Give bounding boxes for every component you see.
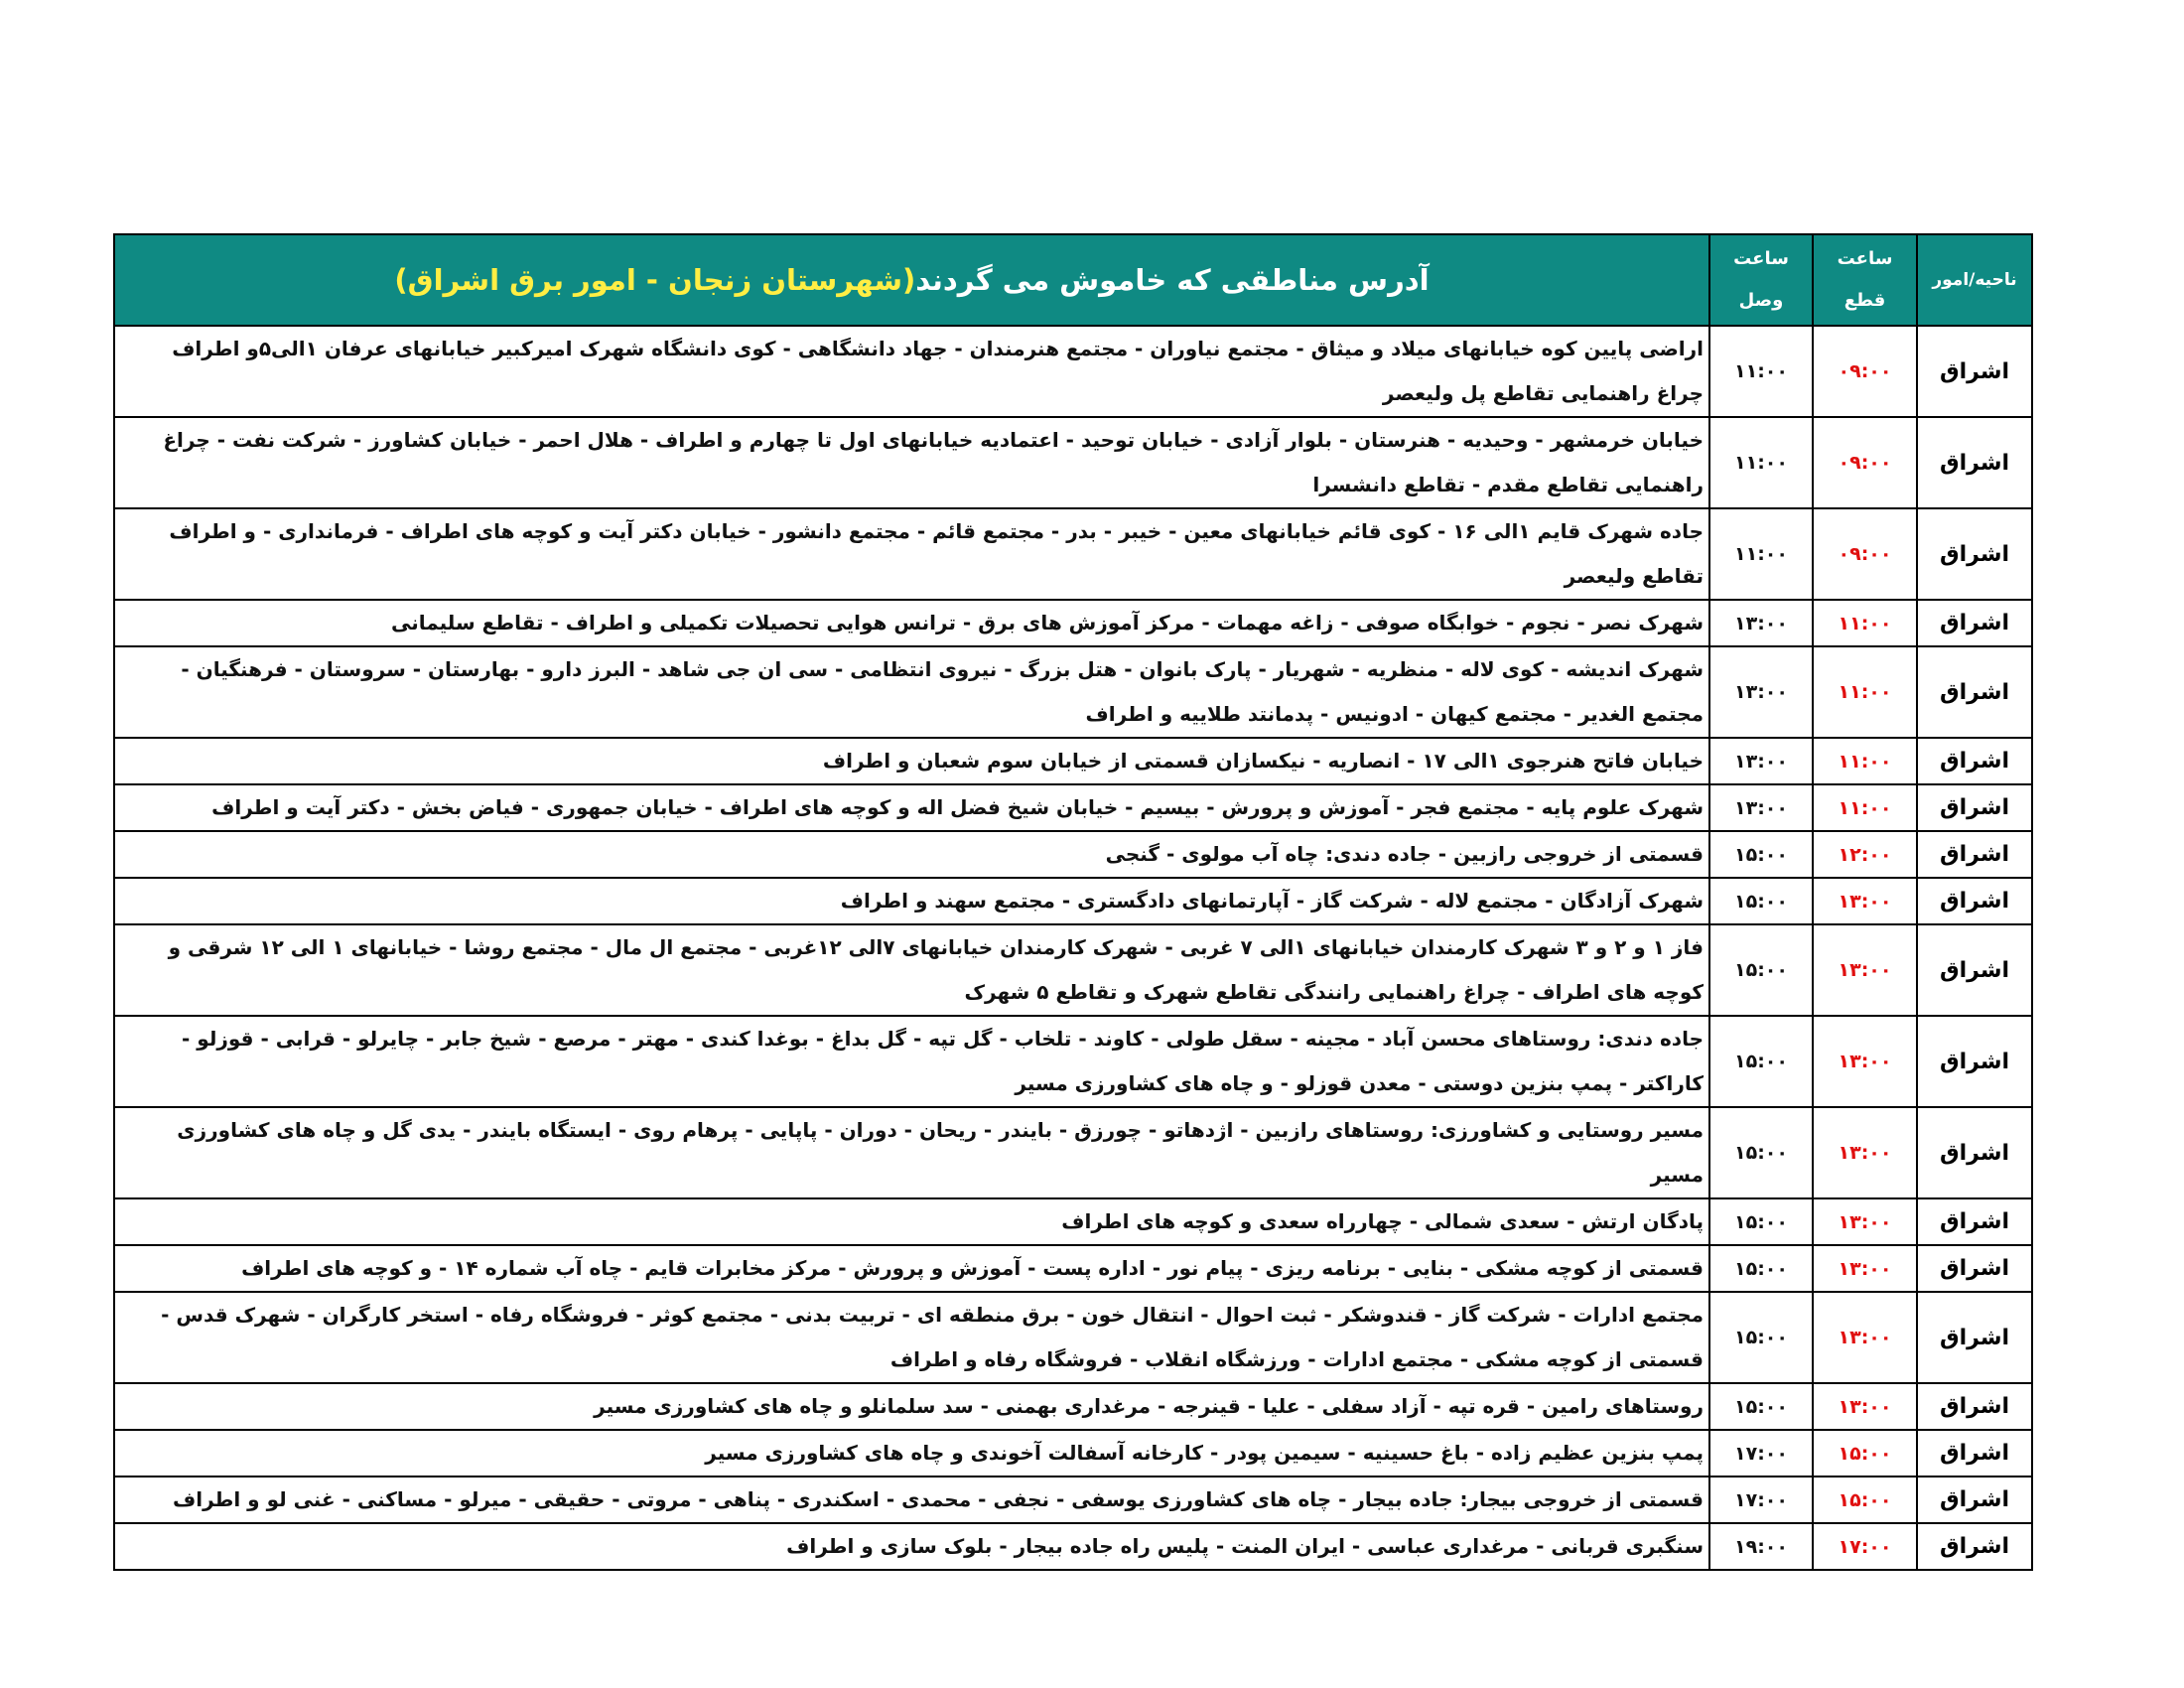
- table-row: [114, 878, 2032, 924]
- address-cell: اراضی پایین کوه خیابانهای میلاد و میثاق - مجتمع نیاوران - مجتمع هنرمندان - جهاد دانشگاهی - کوی دانشگاه شهرک امیرکبیر خیابانهای عرفان ۱الی۵و اطراف چراغ راهنمایی تقاطع پل ولیعصر: [114, 326, 1709, 417]
- address-cell: شهرک نصر - نجوم - خوابگاه صوفی - زاغه مهمات - مرکز آموزش های برق - ترانس هوایی تحصیلات تکمیلی و اطراف - تقاطع سلیمانی: [114, 600, 1709, 646]
- cut-time-cell: ۱۳:۰۰: [1813, 1292, 1917, 1383]
- connect-time-cell: ۱۵:۰۰: [1709, 1198, 1813, 1245]
- cut-time-cell: ۱۳:۰۰: [1813, 924, 1917, 1016]
- area-cell: اشراق: [1917, 508, 2032, 600]
- address-cell: جاده شهرک قایم ۱الی ۱۶ - کوی قائم خیابانهای معین - خیبر - بدر - مجتمع قائم - مجتمع دانشور - خیابان دکتر آیت و کوچه های اطراف - فرمانداری - و اطراف تقاطع ولیعصر: [114, 508, 1709, 600]
- outage-schedule-table: [113, 233, 2033, 1571]
- connect-time-cell: ۱۳:۰۰: [1709, 600, 1813, 646]
- address-cell: خیابان خرمشهر - وحیدیه - هنرستان - بلوار آزادی - خیابان توحید - اعتمادیه خیابانهای اول تا چهارم و اطراف - هلال احمر - خیابان کشاورز - شرکت نفت - چراغ راهنمایی تقاطع مقدم - تقاطع دانشسرا: [114, 417, 1709, 508]
- connect-time-cell: ۱۷:۰۰: [1709, 1477, 1813, 1523]
- cut-time-cell: ۰۹:۰۰: [1813, 417, 1917, 508]
- address-cell: سنگبری قربانی - مرغداری عباسی - ایران المنت - پلیس راه جاده بیجار - بلوک سازی و اطراف: [114, 1523, 1709, 1570]
- address-cell: روستاهای رامین - قره تپه - آزاد سفلی - علیا - قینرجه - مرغداری بهمنی - سد سلمانلو و چاه های کشاورزی مسیر: [114, 1383, 1709, 1430]
- connect-time-cell: ۱۵:۰۰: [1709, 1292, 1813, 1383]
- area-cell: اشراق: [1917, 1523, 2032, 1570]
- area-cell: اشراق: [1917, 326, 2032, 417]
- address-cell: قسمتی از خروجی بیجار: جاده بیجار - چاه های کشاورزی یوسفی - نجفی - محمدی - اسکندری - پناهی - مروتی - حقیقی - میرلو - مساکنی - غنی لو و اطراف: [114, 1477, 1709, 1523]
- area-cell: اشراق: [1917, 646, 2032, 738]
- connect-time-cell: ۱۳:۰۰: [1709, 784, 1813, 831]
- table-row: [114, 1198, 2032, 1245]
- address-cell: شهرک آزادگان - مجتمع لاله - شرکت گاز - آپارتمانهای دادگستری - مجتمع سهند و اطراف: [114, 878, 1709, 924]
- cut-time-cell: ۰۹:۰۰: [1813, 508, 1917, 600]
- table-row: [114, 738, 2032, 784]
- cut-time-cell: ۱۱:۰۰: [1813, 600, 1917, 646]
- area-cell: اشراق: [1917, 1292, 2032, 1383]
- area-cell: اشراق: [1917, 417, 2032, 508]
- address-cell: خیابان فاتح هنرجوی ۱الی ۱۷ - انصاریه - نیکسازان قسمتی از خیابان سوم شعبان و اطراف: [114, 738, 1709, 784]
- connect-time-cell: ۱۷:۰۰: [1709, 1430, 1813, 1477]
- table-header-row: [114, 234, 2032, 326]
- cut-time-cell: ۱۳:۰۰: [1813, 1245, 1917, 1292]
- table-row: [114, 326, 2032, 417]
- table-row: [114, 1016, 2032, 1107]
- address-cell: فاز ۱ و ۲ و ۳ شهرک کارمندان خیابانهای ۱الی ۷ غربی - شهرک کارمندان خیابانهای ۷الی ۱۲غربی - مجتمع ال مال - مجتمع روشا - خیابانهای ۱ الی ۱۲ شرقی و کوچه های اطراف - چراغ راهنمایی رانندگی تقاطع شهرک و تقاطع ۵ شهرک: [114, 924, 1709, 1016]
- connect-time-cell: ۱۱:۰۰: [1709, 326, 1813, 417]
- area-cell: اشراق: [1917, 831, 2032, 878]
- title-highlight: (شهرستان زنجان - امور برق اشراق): [394, 263, 916, 297]
- connect-time-cell: ۱۹:۰۰: [1709, 1523, 1813, 1570]
- area-cell: اشراق: [1917, 1245, 2032, 1292]
- connect-time-cell: ۱۵:۰۰: [1709, 1383, 1813, 1430]
- address-cell: قسمتی از کوچه مشکی - بنایی - برنامه ریزی - پیام نور - اداره پست - آموزش و پرورش - مرکز مخابرات قایم - چاه آب شماره ۱۴ - و کوچه های اطراف: [114, 1245, 1709, 1292]
- address-cell: پمپ بنزین عظیم زاده - باغ حسینیه - سیمین پودر - کارخانه آسفالت آخوندی و چاه های کشاورزی مسیر: [114, 1430, 1709, 1477]
- address-cell: شهرک اندیشه - کوی لاله - منظریه - شهریار - پارک بانوان - هتل بزرگ - نیروی انتظامی - سی ان جی شاهد - البرز دارو - بهارستان - سروستان - فرهنگیان - مجتمع الغدیر - مجتمع کیهان - ادونیس - پدمانتد طلاییه و اطراف: [114, 646, 1709, 738]
- cut-time-cell: ۱۱:۰۰: [1813, 784, 1917, 831]
- table-row: [114, 1107, 2032, 1198]
- table-row: [114, 1523, 2032, 1570]
- address-cell: مجتمع ادارات - شرکت گاز - قندوشکر - ثبت احوال - انتقال خون - برق منطقه ای - تربیت بدنی - مجتمع کوثر - فروشگاه رفاه - استخر کارگران - شهرک قدس - قسمتی از کوچه مشکی - مجتمع ادارات - ورزشگاه انقلاب - فروشگاه رفاه و اطراف: [114, 1292, 1709, 1383]
- cut-time-cell: ۱۱:۰۰: [1813, 646, 1917, 738]
- area-cell: اشراق: [1917, 784, 2032, 831]
- connect-time-cell: ۱۵:۰۰: [1709, 1107, 1813, 1198]
- address-cell: پادگان ارتش - سعدی شمالی - چهارراه سعدی و کوچه های اطراف: [114, 1198, 1709, 1245]
- cut-time-cell: ۱۵:۰۰: [1813, 1430, 1917, 1477]
- address-cell: مسیر روستایی و کشاورزی: روستاهای رازبین - اژدهاتو - چورزق - بایندر - ریحان - دوران - پاپایی - پرهام روی - ایستگاه بایندر - یدی گل و چاه های کشاورزی مسیر: [114, 1107, 1709, 1198]
- cut-time-cell: ۱۳:۰۰: [1813, 1198, 1917, 1245]
- cut-time-cell: ۱۳:۰۰: [1813, 1383, 1917, 1430]
- area-cell: اشراق: [1917, 1477, 2032, 1523]
- area-cell: اشراق: [1917, 1198, 2032, 1245]
- cut-time-cell: ۱۱:۰۰: [1813, 738, 1917, 784]
- cut-time-cell: ۱۳:۰۰: [1813, 1107, 1917, 1198]
- area-cell: اشراق: [1917, 1016, 2032, 1107]
- table-row: [114, 831, 2032, 878]
- cut-time-cell: ۱۷:۰۰: [1813, 1523, 1917, 1570]
- cut-time-cell: ۱۳:۰۰: [1813, 878, 1917, 924]
- table-row: [114, 1477, 2032, 1523]
- table-row: [114, 1430, 2032, 1477]
- connect-time-cell: ۱۳:۰۰: [1709, 738, 1813, 784]
- area-cell: اشراق: [1917, 1430, 2032, 1477]
- table-row: [114, 1245, 2032, 1292]
- connect-time-cell: ۱۱:۰۰: [1709, 508, 1813, 600]
- cut-time-column-header: ساعت قطع: [1813, 234, 1917, 326]
- address-column-header: [114, 234, 1709, 326]
- table-row: [114, 924, 2032, 1016]
- connect-time-cell: ۱۵:۰۰: [1709, 1016, 1813, 1107]
- table-row: [114, 646, 2032, 738]
- area-cell: اشراق: [1917, 924, 2032, 1016]
- table-row: [114, 784, 2032, 831]
- area-cell: اشراق: [1917, 1383, 2032, 1430]
- address-cell: قسمتی از خروجی رازبین - جاده دندی: چاه آب مولوی - گنجی: [114, 831, 1709, 878]
- table-row: [114, 1383, 2032, 1430]
- area-cell: اشراق: [1917, 600, 2032, 646]
- cut-time-cell: ۱۳:۰۰: [1813, 1016, 1917, 1107]
- connect-time-cell: ۱۵:۰۰: [1709, 1245, 1813, 1292]
- connect-time-cell: ۱۵:۰۰: [1709, 831, 1813, 878]
- table-row: [114, 508, 2032, 600]
- area-cell: اشراق: [1917, 878, 2032, 924]
- connect-time-column-header: ساعت وصل: [1709, 234, 1813, 326]
- table-row: [114, 417, 2032, 508]
- address-cell: شهرک علوم پایه - مجتمع فجر - آموزش و پرورش - بیسیم - خیابان شیخ فضل اله و کوچه های اطراف - خیابان جمهوری - فیاض بخش - دکتر آیت و اطراف: [114, 784, 1709, 831]
- table-row: [114, 1292, 2032, 1383]
- title-prefix: آدرس مناطقی که خاموش می گردند: [915, 263, 1430, 297]
- area-cell: اشراق: [1917, 738, 2032, 784]
- connect-time-cell: ۱۳:۰۰: [1709, 646, 1813, 738]
- connect-time-cell: ۱۵:۰۰: [1709, 924, 1813, 1016]
- cut-time-cell: ۱۲:۰۰: [1813, 831, 1917, 878]
- area-cell: اشراق: [1917, 1107, 2032, 1198]
- address-cell: جاده دندی: روستاهای محسن آباد - مجینه - سقل طولی - کاوند - تلخاب - گل تپه - گل بداغ - بوغدا کندی - مهتر - مرصع - شیخ جابر - چایرلو - قرابی - قوزلو - کاراکتر - پمپ بنزین دوستی - معدن قوزلو - و چاه های کشاورزی مسیر: [114, 1016, 1709, 1107]
- cut-time-cell: ۰۹:۰۰: [1813, 326, 1917, 417]
- area-column-header: ناحیه/امور: [1917, 234, 2032, 326]
- cut-time-cell: ۱۵:۰۰: [1813, 1477, 1917, 1523]
- connect-time-cell: ۱۱:۰۰: [1709, 417, 1813, 508]
- connect-time-cell: ۱۵:۰۰: [1709, 878, 1813, 924]
- table-row: [114, 600, 2032, 646]
